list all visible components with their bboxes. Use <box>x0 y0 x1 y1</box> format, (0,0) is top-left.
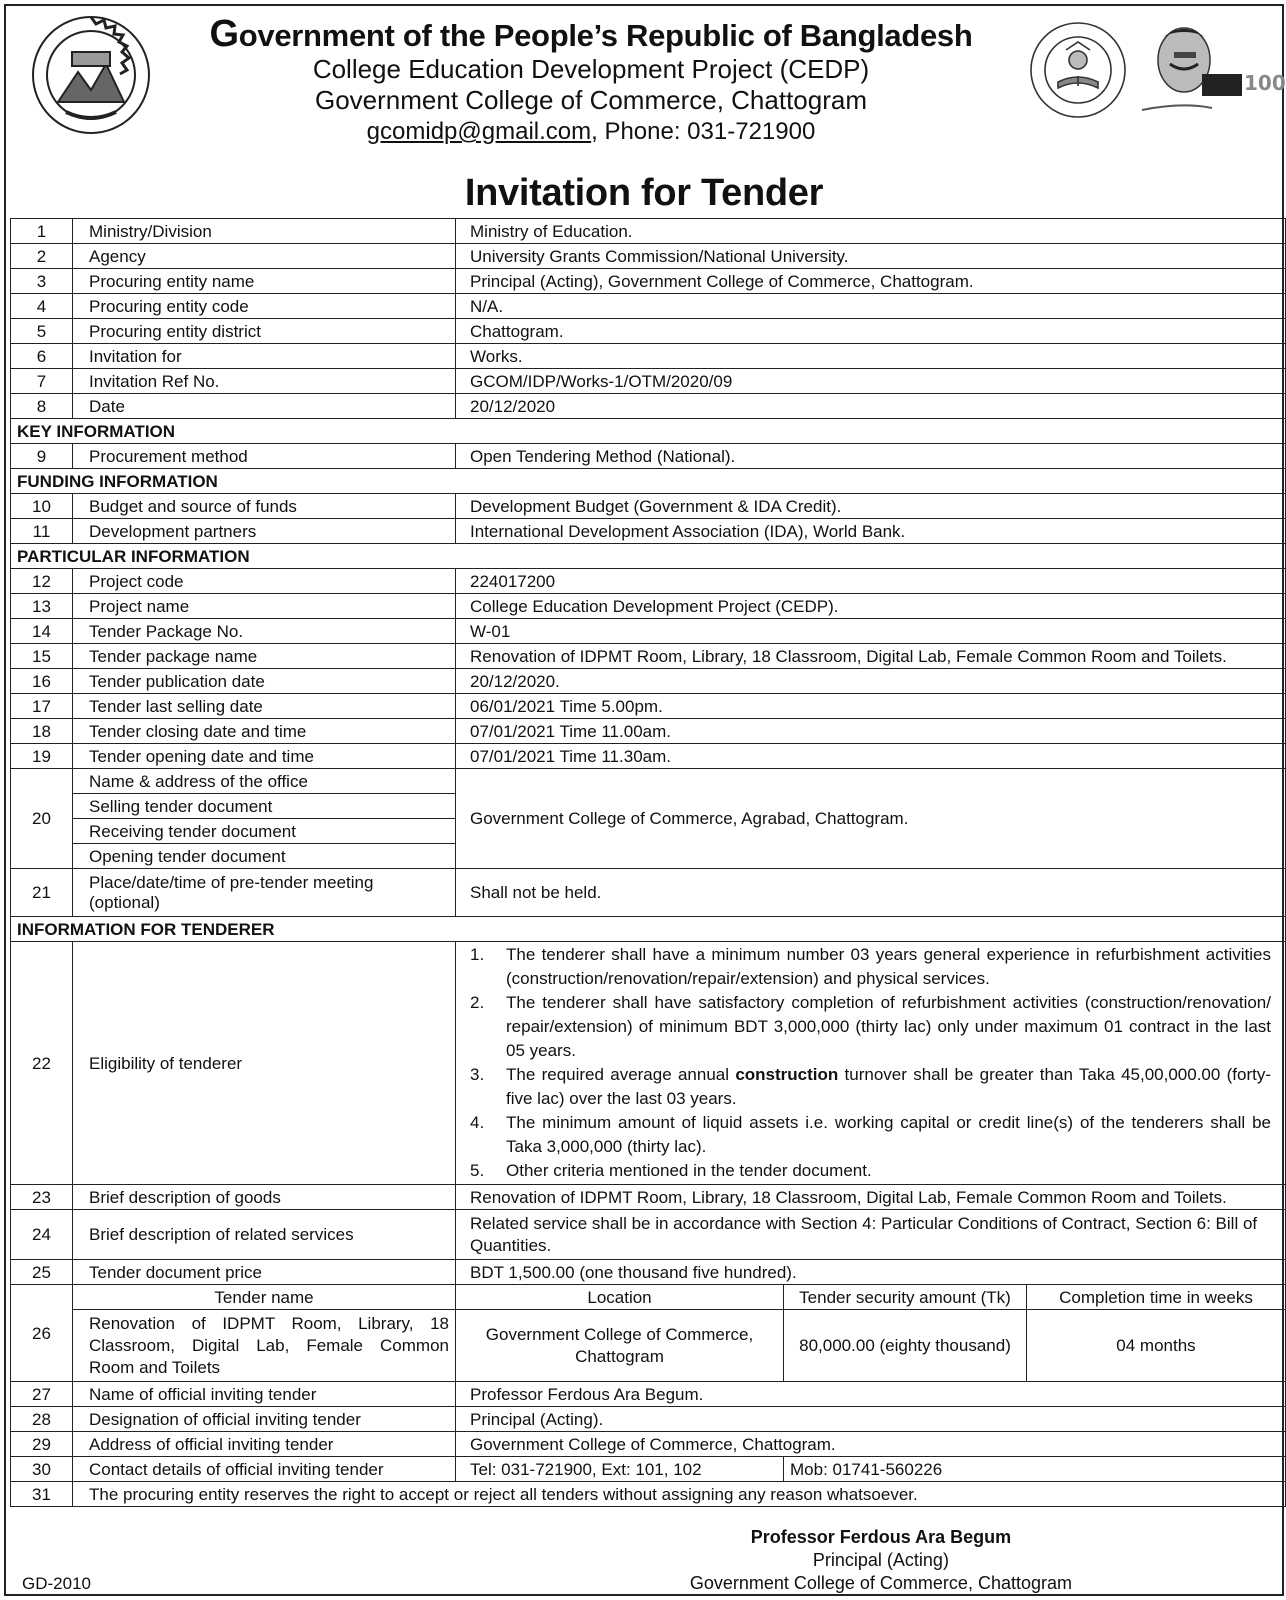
row-value: Related service shall be in accordance with Section 4: Particular Conditions of Contract, Section 6: Bill of Quantities. <box>456 1210 1286 1260</box>
row-number: 3 <box>11 269 73 294</box>
row-label: Opening tender document <box>73 844 456 869</box>
row-value: Shall not be held. <box>456 869 1286 917</box>
table-row <box>11 369 1286 394</box>
row-value: N/A. <box>456 294 1286 319</box>
table-row <box>11 1432 1286 1457</box>
row-value: GCOM/IDP/Works-1/OTM/2020/09 <box>456 369 1286 394</box>
section-heading: FUNDING INFORMATION <box>11 469 1286 494</box>
table-row <box>11 619 1286 644</box>
section-header-row <box>11 469 1286 494</box>
education-seal-logo <box>1028 20 1128 120</box>
row-number: 14 <box>11 619 73 644</box>
row-number: 11 <box>11 519 73 544</box>
row-label: Project code <box>73 569 456 594</box>
row-number: 27 <box>11 1382 73 1407</box>
row-number: 19 <box>11 744 73 769</box>
row-label: Agency <box>73 244 456 269</box>
subtable-header-tender-name: Tender name <box>73 1285 456 1310</box>
row-value: Renovation of IDPMT Room, Library, 18 Classroom, Digital Lab, Female Common Room and Toilets. <box>456 644 1286 669</box>
row-number: 29 <box>11 1432 73 1457</box>
row-value: Principal (Acting). <box>456 1407 1286 1432</box>
section-heading: KEY INFORMATION <box>11 419 1286 444</box>
table-row <box>11 1310 1286 1382</box>
table-row <box>11 219 1286 244</box>
table-row <box>11 744 1286 769</box>
document-title: Invitation for Tender <box>464 172 824 214</box>
row-number: 1 <box>11 219 73 244</box>
table-row <box>11 519 1286 544</box>
row-number: 8 <box>11 394 73 419</box>
table-row <box>11 644 1286 669</box>
eligibility-item: 3. The required average annual construction turnover shall be greater than Taka 45,00,000.00 (forty-five lac) over the last 03 years. <box>470 1065 1272 1108</box>
row-label: Tender package name <box>73 644 456 669</box>
email-link[interactable]: gcomidp@gmail.com <box>366 118 592 145</box>
signatory-designation: Principal (Acting) <box>812 1550 949 1570</box>
row-value: Chattogram. <box>456 319 1286 344</box>
row-number: 16 <box>11 669 73 694</box>
contact-mobile: Mob: 01741-560226 <box>784 1457 1286 1482</box>
table-row <box>11 869 1286 917</box>
reservation-statement: The procuring entity reserves the right to accept or reject all tenders without assigning any reason whatsoever. <box>73 1482 1286 1507</box>
table-row <box>11 1210 1286 1260</box>
row-label: Procuring entity district <box>73 319 456 344</box>
row-number: 12 <box>11 569 73 594</box>
row-label: Eligibility of tenderer <box>73 942 456 1185</box>
row-label: Tender opening date and time <box>73 744 456 769</box>
row-number: 31 <box>11 1482 73 1507</box>
row-value: Professor Ferdous Ara Begum. <box>456 1382 1286 1407</box>
row-value: 20/12/2020 <box>456 394 1286 419</box>
row-value: Works. <box>456 344 1286 369</box>
table-row <box>11 669 1286 694</box>
table-row <box>11 594 1286 619</box>
government-title: Government of the People’s Republic of Bangladesh <box>209 13 973 55</box>
row-label: Date <box>73 394 456 419</box>
table-row <box>11 294 1286 319</box>
table-row <box>11 1457 1286 1482</box>
gd-code: GD-2010 <box>22 1574 91 1593</box>
row-number: 23 <box>11 1185 73 1210</box>
subtable-header-location: Location <box>456 1285 784 1310</box>
svg-text:100: 100 <box>1244 71 1286 95</box>
table-row <box>11 269 1286 294</box>
row-value: 07/01/2021 Time 11.00am. <box>456 719 1286 744</box>
row-label: Brief description of related services <box>73 1210 456 1260</box>
row-number: 22 <box>11 942 73 1185</box>
row-number: 30 <box>11 1457 73 1482</box>
row-label: Invitation Ref No. <box>73 369 456 394</box>
row-label: Designation of official inviting tender <box>73 1407 456 1432</box>
table-row <box>11 769 1286 794</box>
table-row <box>11 569 1286 594</box>
table-row <box>11 1185 1286 1210</box>
row-value: University Grants Commission/National University. <box>456 244 1286 269</box>
row-value: Ministry of Education. <box>456 219 1286 244</box>
row-value: College Education Development Project (CEDP). <box>456 594 1286 619</box>
row-label: Selling tender document <box>73 794 456 819</box>
table-row <box>11 1482 1286 1507</box>
table-row <box>11 1260 1286 1285</box>
row-label: Tender publication date <box>73 669 456 694</box>
row-label: Procuring entity code <box>73 294 456 319</box>
tender-name: Renovation of IDPMT Room, Library, 18 Classroom, Digital Lab, Female Common Room and Toilets <box>73 1310 456 1382</box>
row-number: 17 <box>11 694 73 719</box>
project-name: College Education Development Project (CEDP) <box>312 54 870 84</box>
signatory-name: Professor Ferdous Ara Begum <box>750 1527 1012 1547</box>
row-number: 10 <box>11 494 73 519</box>
row-value: Principal (Acting), Government College of Commerce, Chattogram. <box>456 269 1286 294</box>
header-text-block <box>156 13 1026 148</box>
row-label: Tender document price <box>73 1260 456 1285</box>
table-row <box>11 694 1286 719</box>
table-row <box>11 244 1286 269</box>
row-label: Tender closing date and time <box>73 719 456 744</box>
tender-location: Government College of Commerce, Chattogram <box>456 1310 784 1382</box>
row-label: Name of official inviting tender <box>73 1382 456 1407</box>
row-label: Project name <box>73 594 456 619</box>
eligibility-item: 2. The tenderer shall have satisfactory completion of refurbishment activities (construction/renovation/ repair/extension) of minimum BDT 3,000,000 (thirty lac) only under maximum 01 contract in the last 05 years. <box>470 993 1271 1060</box>
row-value: 224017200 <box>456 569 1286 594</box>
row-label: Brief description of goods <box>73 1185 456 1210</box>
row-value: 06/01/2021 Time 5.00pm. <box>456 694 1286 719</box>
row-value: BDT 1,500.00 (one thousand five hundred). <box>456 1260 1286 1285</box>
row-value: International Development Association (IDA), World Bank. <box>456 519 1286 544</box>
table-row <box>11 1285 1286 1310</box>
row-number: 28 <box>11 1407 73 1432</box>
tender-notice-page <box>4 4 1284 1596</box>
table-row <box>11 942 1286 1185</box>
row-label: Invitation for <box>73 344 456 369</box>
mujib-100-logo <box>1142 18 1286 114</box>
signatory-office: Government College of Commerce, Chattogram <box>689 1573 1072 1593</box>
eligibility-item: 1. The tenderer shall have a minimum number 03 years general experience in refurbishment activities (construction/renovation/repair/extension) and physical services. <box>470 945 1271 988</box>
section-heading: PARTICULAR INFORMATION <box>11 544 1286 569</box>
college-emblem-logo <box>28 12 154 138</box>
eligibility-item: 5. Other criteria mentioned in the tender document. <box>470 1161 872 1180</box>
subtable-header-security: Tender security amount (Tk) <box>784 1285 1027 1310</box>
row-value: W-01 <box>456 619 1286 644</box>
table-row <box>11 319 1286 344</box>
row-value: Renovation of IDPMT Room, Library, 18 Classroom, Digital Lab, Female Common Room and Toilets. <box>456 1185 1286 1210</box>
row-number: 5 <box>11 319 73 344</box>
row-number: 7 <box>11 369 73 394</box>
row-number: 18 <box>11 719 73 744</box>
row-number: 9 <box>11 444 73 469</box>
section-header-row <box>11 419 1286 444</box>
row-value: Government College of Commerce, Chattogram. <box>456 1432 1286 1457</box>
row-number: 26 <box>11 1285 73 1382</box>
row-label: Ministry/Division <box>73 219 456 244</box>
table-row <box>11 1407 1286 1432</box>
row-number: 25 <box>11 1260 73 1285</box>
contact-line: gcomidp@gmail.com, Phone: 031-721900 <box>366 118 816 145</box>
row-label: Procuring entity name <box>73 269 456 294</box>
row-number: 4 <box>11 294 73 319</box>
table-row <box>11 494 1286 519</box>
row-number: 24 <box>11 1210 73 1260</box>
section-heading: INFORMATION FOR TENDERER <box>11 917 1286 942</box>
row-number: 21 <box>11 869 73 917</box>
table-row <box>11 444 1286 469</box>
table-row <box>11 394 1286 419</box>
row-label: Contact details of official inviting tender <box>73 1457 456 1482</box>
row-label: Budget and source of funds <box>73 494 456 519</box>
row-value: 07/01/2021 Time 11.30am. <box>456 744 1286 769</box>
contact-tel: Tel: 031-721900, Ext: 101, 102 <box>456 1457 784 1482</box>
row-label: Place/date/time of pre-tender meeting (optional) <box>73 869 456 917</box>
row-number: 20 <box>11 769 73 869</box>
signature-block <box>690 1526 1072 1595</box>
row-number: 13 <box>11 594 73 619</box>
row-label: Receiving tender document <box>73 819 456 844</box>
tender-completion-time: 04 months <box>1027 1310 1286 1382</box>
table-row <box>11 1382 1286 1407</box>
row-value: Open Tendering Method (National). <box>456 444 1286 469</box>
eligibility-item: 4. The minimum amount of liquid assets i.e. working capital or credit line(s) of the tenderers shall be Taka 3,000,000 (thirty lac). <box>470 1113 1271 1156</box>
tender-info-table <box>10 218 1286 1507</box>
table-row <box>11 344 1286 369</box>
notice-header <box>6 6 1286 216</box>
row-value: Government College of Commerce, Agrabad, Chattogram. <box>456 769 1286 869</box>
tender-table-body <box>11 219 1286 1507</box>
section-header-row <box>11 544 1286 569</box>
row-number: 6 <box>11 344 73 369</box>
row-label: Development partners <box>73 519 456 544</box>
eligibility-list-cell <box>456 942 1286 1185</box>
row-value: Development Budget (Government & IDA Credit). <box>456 494 1286 519</box>
row-number: 2 <box>11 244 73 269</box>
eligibility-list <box>470 943 1271 1183</box>
row-value: 20/12/2020. <box>456 669 1286 694</box>
table-row <box>11 719 1286 744</box>
row-label: Address of official inviting tender <box>73 1432 456 1457</box>
subtable-header-completion: Completion time in weeks <box>1027 1285 1286 1310</box>
row-label: Name & address of the office <box>73 769 456 794</box>
row-label: Tender Package No. <box>73 619 456 644</box>
section-header-row <box>11 917 1286 942</box>
row-label: Procurement method <box>73 444 456 469</box>
row-label: Tender last selling date <box>73 694 456 719</box>
college-name: Government College of Commerce, Chattogram <box>314 85 867 115</box>
row-number: 15 <box>11 644 73 669</box>
tender-security-amount: 80,000.00 (eighty thousand) <box>784 1310 1027 1382</box>
